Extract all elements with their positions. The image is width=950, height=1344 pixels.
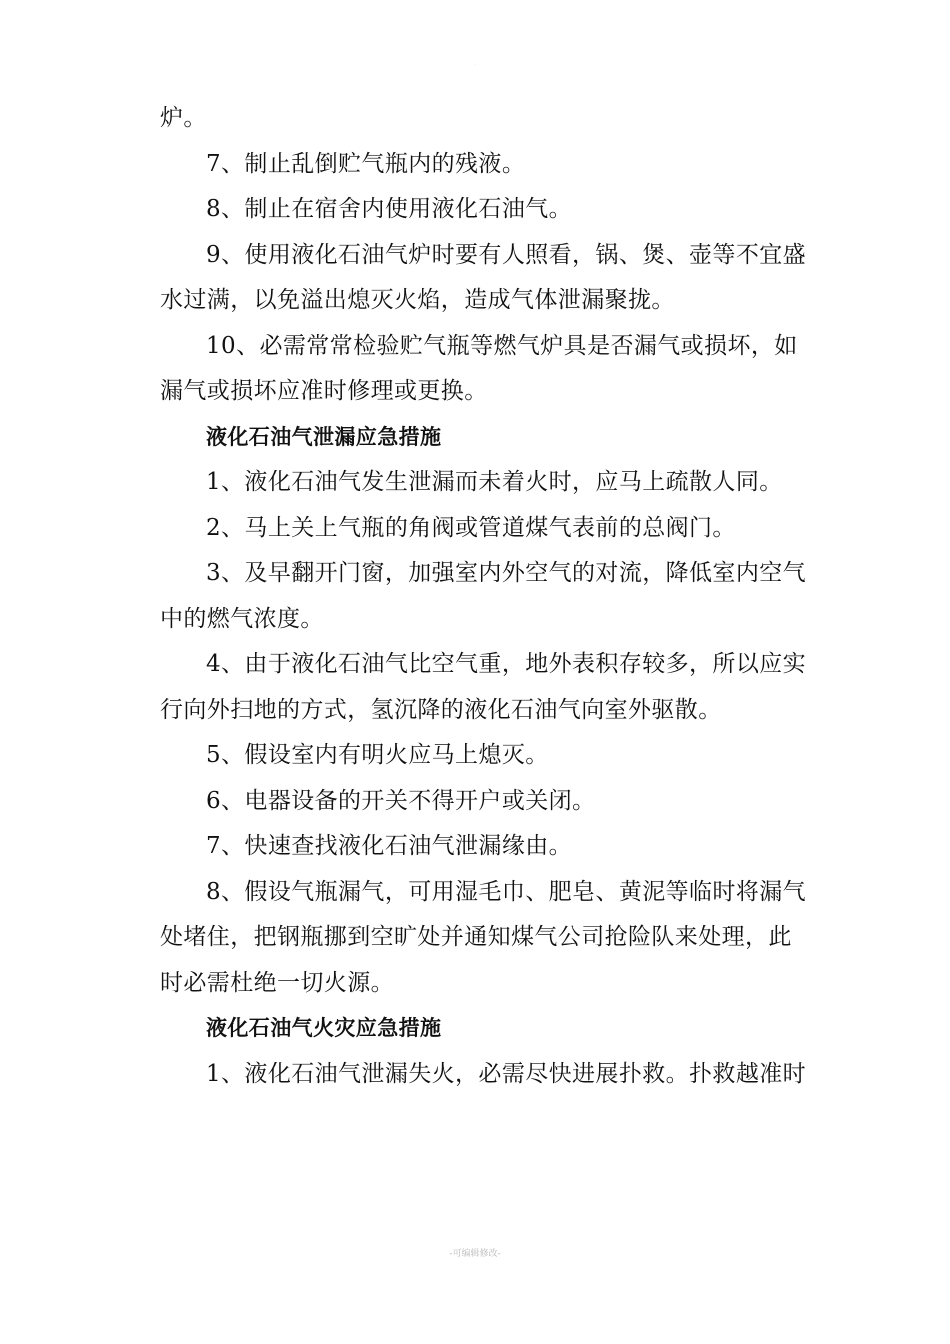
- paragraph-line: 8、制止在宿舍内使用液化石油气。: [206, 196, 573, 222]
- paragraph-line: 行向外扫地的方式，氢沉降的液化石油气向室外驱散。: [160, 696, 722, 723]
- paragraph-line: 中的燃气浓度。: [160, 605, 324, 632]
- paragraph-line: 7、制止乱倒贮气瓶内的残液。: [206, 150, 526, 177]
- paragraph-line: 6、电器设备的开关不得开户或关闭。: [206, 787, 596, 814]
- paragraph-line: 3、及早翻开门窗，加强室内外空气的对流，降低室内空气: [206, 560, 807, 586]
- paragraph-line: 处堵住，把钢瓶挪到空旷处并通知煤气公司抢险队来处理，此: [160, 924, 792, 950]
- paragraph-line: 2、马上关上气瓶的角阀或管道煤气表前的总阀门。: [206, 514, 736, 541]
- paragraph-line: 水过满，以免溢出熄灭火焰，造成气体泄漏聚拢。: [160, 287, 675, 313]
- paragraph-line: 8、假设气瓶漏气，可用湿毛巾、肥皂、黄泥等临时将漏气: [206, 878, 807, 905]
- section-heading-leak: 液化石油气泄漏应急措施: [206, 424, 442, 449]
- paragraph-line: 1、液化石油气泄漏失火，必需尽快进展扑救。扑救越准时: [206, 1060, 807, 1087]
- paragraph-line: 10、必需常常检验贮气瓶等燃气炉具是否漏气或损坏，如: [206, 332, 798, 359]
- document-body: [160, 96, 820, 1097]
- section-heading-fire: 液化石油气火灾应急措施: [206, 1016, 442, 1040]
- paragraph-line: 时必需杜绝一切火源。: [160, 969, 394, 996]
- paragraph-line: 炉。: [160, 105, 207, 131]
- paragraph-line: 4、由于液化石油气比空气重，地外表积存较多，所以应实: [206, 651, 807, 677]
- paragraph-line: 5、假设室内有明火应马上熄灭。: [206, 742, 549, 768]
- header-mark: ·: [474, 62, 476, 69]
- page-footer: -可编辑修改-: [449, 1249, 501, 1259]
- paragraph-line: 1、液化石油气发生泄漏而未着火时，应马上疏散人同。: [206, 469, 783, 495]
- paragraph-line: 9、使用液化石油气炉时要有人照看，锅、煲、壶等不宜盛: [206, 241, 807, 268]
- paragraph-line: 漏气或损坏应准时修理或更换。: [160, 378, 488, 404]
- paragraph-line: 7、快速查找液化石油气泄漏缘由。: [206, 833, 573, 859]
